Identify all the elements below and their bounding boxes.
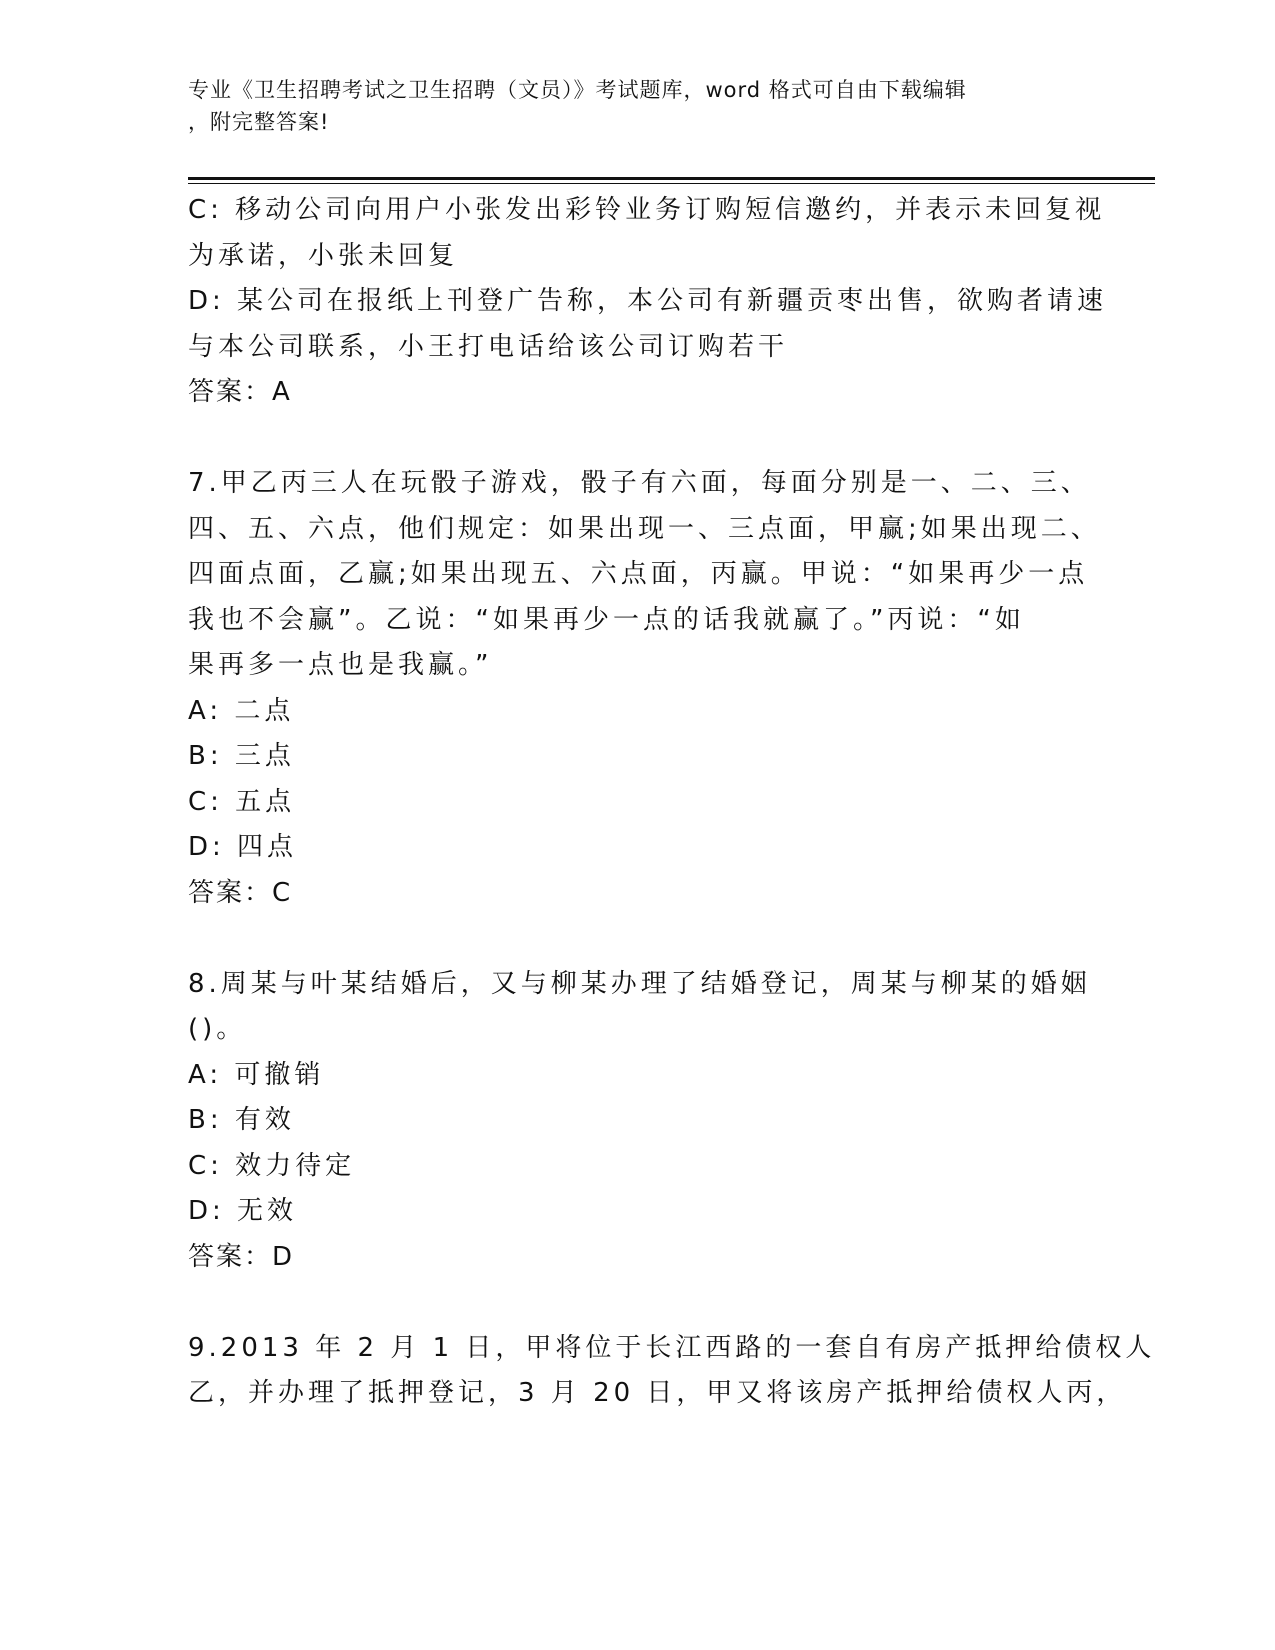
question-7 — [188, 461, 1101, 916]
header-divider-thick — [188, 177, 1155, 180]
spacer — [188, 916, 1078, 962]
spacer — [188, 1280, 1078, 1326]
option-c-line-1: C: 移动公司向用户小张发出彩铃业务订购短信邀约，并表示未回复视 — [188, 195, 1106, 225]
document-body — [188, 188, 1156, 1417]
answer: 答案：D — [188, 1241, 295, 1272]
option-d: D: 四点 — [188, 832, 298, 862]
answer: 答案：A — [188, 377, 292, 407]
option-a: A: 可撤销 — [188, 1059, 325, 1090]
header-line-1: 专业《卫生招聘考试之卫生招聘（文员）》考试题库，word 格式可自由下载编辑 — [188, 78, 967, 102]
question-text-line-1: 8.周某与叶某结婚后，又与柳某办理了结婚登记，周某与柳某的婚姻 — [188, 968, 1091, 999]
question-continued — [188, 188, 1108, 416]
header-divider-thin — [188, 183, 1155, 184]
option-a: A: 二点 — [188, 695, 295, 726]
option-b: B: 有效 — [188, 1105, 295, 1135]
question-9 — [188, 1326, 1156, 1417]
option-c-line-2: 为承诺，小张未回复 — [188, 240, 459, 271]
option-c: C: 效力待定 — [188, 1150, 356, 1181]
question-text-line-2: 乙，并办理了抵押登记，3 月 20 日，甲又将该房产抵押给债权人丙， — [188, 1378, 1127, 1408]
question-text-line-1: 7.甲乙丙三人在玩骰子游戏，骰子有六面，每面分别是一、二、三、 — [188, 468, 1091, 498]
question-text-line-1: 9.2013 年 2 月 1 日，甲将位于长江西路的一套自有房产抵押给债权人 — [188, 1332, 1156, 1363]
question-text-line-5: 果再多一点也是我赢。” — [188, 650, 493, 680]
question-text-line-2: 四、五、六点，他们规定：如果出现一、三点面，甲赢;如果出现二、 — [188, 513, 1101, 544]
option-c: C: 五点 — [188, 786, 296, 817]
header-line-2: ，附完整答案! — [188, 110, 330, 134]
answer: 答案：C — [188, 877, 293, 908]
option-d-line-1: D: 某公司在报纸上刊登广告称，本公司有新疆贡枣出售，欲购者请速 — [188, 286, 1108, 316]
question-8 — [188, 962, 1091, 1281]
spacer — [188, 416, 1078, 462]
question-text-line-2: ()。 — [188, 1014, 247, 1044]
page-header — [188, 74, 1068, 138]
option-d-line-2: 与本公司联系，小王打电话给该公司订购若干 — [188, 331, 789, 362]
option-d: D: 无效 — [188, 1196, 298, 1226]
question-text-line-3: 四面点面，乙赢;如果出现五、六点面，丙赢。甲说：“如果再少一点 — [188, 559, 1089, 589]
question-text-line-4: 我也不会赢”。乙说：“如果再少一点的话我就赢了。”丙说：“如 — [188, 604, 1025, 635]
option-b: B: 三点 — [188, 741, 295, 771]
